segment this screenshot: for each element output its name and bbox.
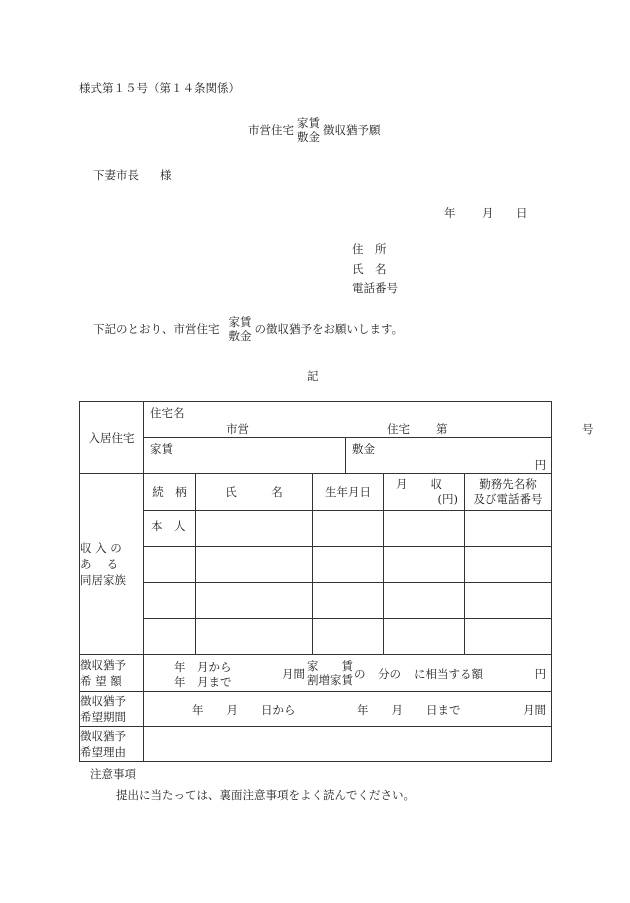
housing-name-cell[interactable] (144, 402, 594, 438)
application-table (79, 401, 594, 762)
desired-reason-label-line: 徴収猶予 (80, 729, 126, 743)
addressee-name: 下妻市長 (93, 168, 139, 182)
income-cell[interactable] (384, 547, 465, 583)
desired-reason-label-line: 希望理由 (80, 745, 126, 759)
desired-period-cell[interactable] (144, 692, 552, 727)
ki-label: 記 (307, 369, 319, 383)
employer-cell[interactable] (465, 583, 552, 619)
header-name: 氏 名 (196, 474, 313, 511)
notes-text: 提出に当たっては、裏面注意事項をよく読んでください。 (116, 788, 415, 802)
header-birthdate: 生年月日 (313, 474, 384, 511)
deposit-label: 敷金 (352, 442, 375, 456)
birthdate-cell[interactable] (313, 547, 384, 583)
shiei-label: 市営 (226, 422, 249, 436)
employer-cell[interactable] (465, 511, 552, 547)
request-prefix: 下記のとおり、市営住宅 (93, 322, 220, 336)
rent-upper: 家 賃 (307, 659, 353, 673)
name-cell[interactable] (196, 547, 313, 583)
desired-reason-label (80, 727, 144, 762)
no-label: の (354, 667, 366, 681)
name-cell[interactable] (196, 619, 313, 655)
amount-yen: 円 (534, 667, 547, 681)
desired-amount-label-line: 徴収猶予 (80, 658, 126, 672)
dai-label: 第 (436, 422, 448, 436)
income-cell[interactable] (384, 511, 465, 547)
months-label: 月間 (282, 667, 305, 681)
rent-label: 家賃 (150, 442, 173, 456)
rent-choice (307, 659, 353, 687)
relation-cell[interactable] (144, 511, 196, 547)
deposit-yen: 円 (534, 458, 547, 472)
desired-period-label (80, 692, 144, 727)
request-choice (229, 315, 252, 343)
employer-cell[interactable] (465, 619, 552, 655)
housing-name-label: 住宅名 (150, 406, 185, 420)
family-label-line: あ る (80, 557, 119, 571)
applicant-phone-label: 電話番号 (352, 281, 398, 295)
residence-label: 入居住宅 (80, 402, 144, 474)
income-cell[interactable] (384, 583, 465, 619)
period-from: 年 月 日から (192, 703, 296, 717)
desired-period-label-line: 徴収猶予 (80, 694, 126, 708)
desired-reason-cell[interactable] (144, 727, 552, 762)
desired-amount-label-line: 希 望 額 (80, 674, 122, 688)
title-upper: 家賃 (297, 116, 320, 130)
name-cell[interactable] (196, 511, 313, 547)
rent-cell[interactable] (144, 438, 346, 474)
applicant-address-label: 住 所 (352, 242, 387, 256)
header-income-top: 月 収 (396, 477, 442, 491)
from-label: 年 月から (174, 660, 232, 674)
family-label (80, 474, 144, 655)
relation-cell[interactable] (144, 619, 196, 655)
go-label: 号 (582, 422, 594, 436)
request-sentence (93, 315, 403, 343)
relation-cell[interactable] (144, 583, 196, 619)
request-upper: 家賃 (228, 315, 252, 329)
birthdate-cell[interactable] (313, 583, 384, 619)
desired-period-label-line: 希望期間 (80, 710, 126, 724)
applicant-name-label: 氏 名 (352, 262, 387, 276)
form-number: 様式第１５号（第１４条関係） (79, 81, 240, 95)
period-to: 年 月 日まで (357, 703, 461, 717)
title-suffix: 徴収猶予願 (323, 123, 381, 137)
jutaku-label: 住宅 (387, 422, 410, 436)
header-income (384, 474, 465, 511)
birthdate-cell[interactable] (313, 619, 384, 655)
document-title (248, 116, 381, 144)
desired-amount-cell[interactable] (144, 655, 552, 692)
notes-title: 注意事項 (90, 767, 136, 781)
self-label: 本 人 (151, 519, 186, 533)
header-employer-top: 勤務先名称 (479, 477, 537, 491)
header-relation: 続 柄 (144, 474, 196, 511)
date-year: 年 (444, 206, 456, 220)
title-lower: 敷金 (297, 130, 320, 144)
request-suffix: の徴収猶予をお願いします。 (254, 322, 404, 336)
bun-no-label: 分の (378, 667, 401, 681)
header-employer (465, 474, 552, 511)
income-cell[interactable] (384, 619, 465, 655)
title-prefix: 市営住宅 (248, 123, 294, 137)
header-income-bottom: (円) (437, 492, 458, 506)
date-month: 月 (482, 206, 494, 220)
request-lower: 敷金 (228, 329, 252, 343)
employer-cell[interactable] (465, 547, 552, 583)
desired-amount-label (80, 655, 144, 692)
title-choice (297, 116, 320, 144)
period-months: 月間 (523, 703, 547, 717)
until-label: 年 月まで (174, 675, 232, 689)
date-day: 日 (516, 206, 528, 220)
family-label-line: 収 入 の (80, 541, 122, 555)
equivalent-label: に相当する額 (414, 667, 483, 681)
addressee-honorific: 様 (160, 168, 172, 182)
header-employer-bottom: 及び電話番号 (473, 492, 543, 506)
relation-cell[interactable] (144, 547, 196, 583)
name-cell[interactable] (196, 583, 313, 619)
deposit-cell[interactable] (346, 438, 552, 474)
family-label-line: 同居家族 (80, 573, 126, 587)
birthdate-cell[interactable] (313, 511, 384, 547)
rent-lower: 割増家賃 (307, 673, 353, 687)
